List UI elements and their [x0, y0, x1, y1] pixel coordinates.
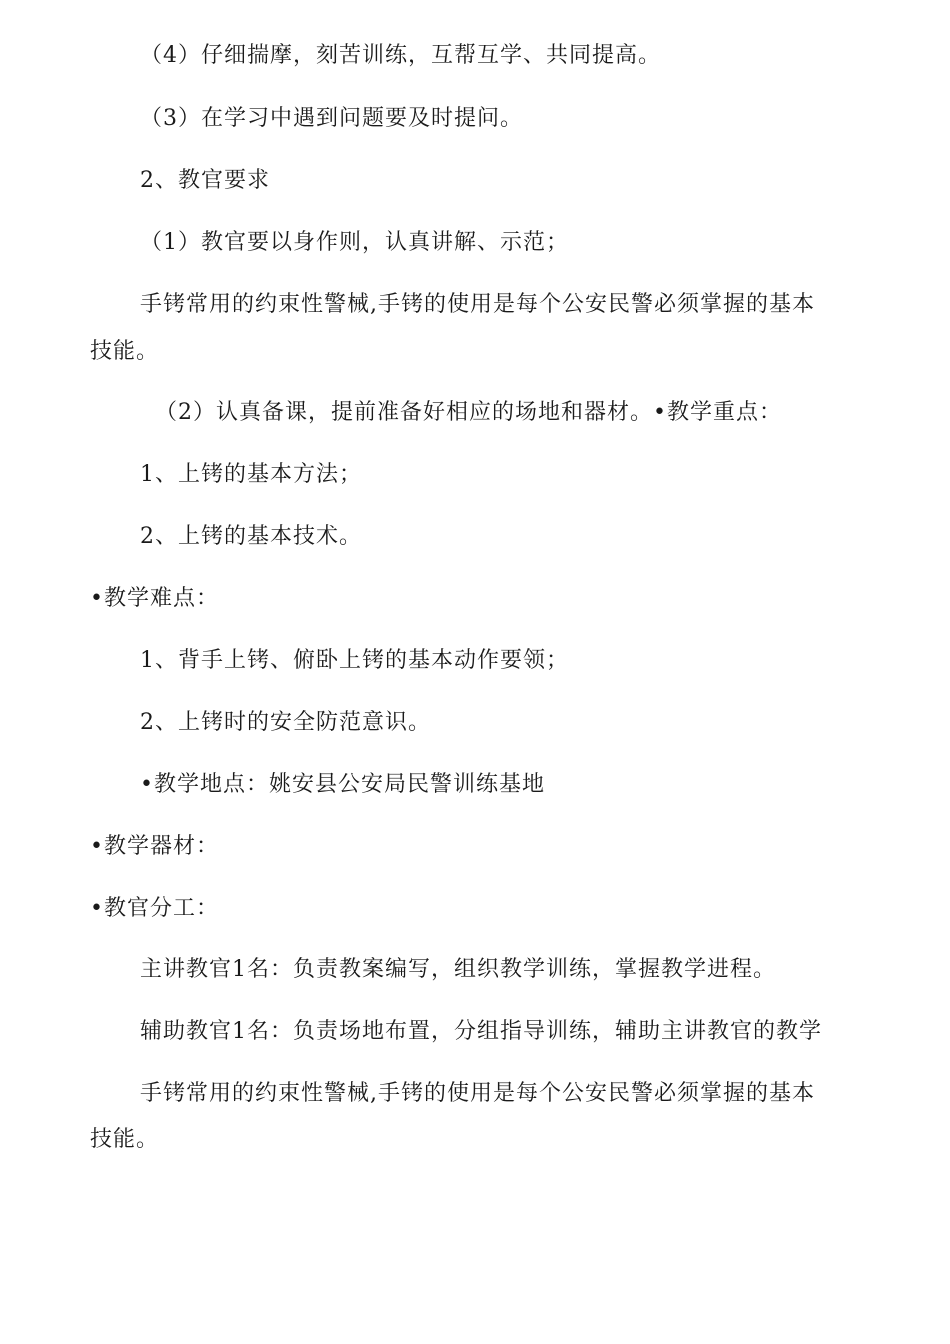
list-item: 2、上铐时的安全防范意识。 — [140, 710, 431, 735]
section-heading: 2、教官要求 — [140, 168, 270, 193]
paragraph-line: 主讲教官1名：负责教案编写，组织教学训练，掌握教学进程。 — [140, 957, 776, 982]
paragraph-line: （1）教官要以身作则，认真讲解、示范； — [140, 230, 569, 255]
paragraph-line: 手铐常用的约束性警械,手铐的使用是每个公安民警必须掌握的基本 — [140, 292, 815, 317]
paragraph-line: （3）在学习中遇到问题要及时提问。 — [140, 106, 523, 131]
paragraph-line: 技能。 — [90, 1127, 160, 1152]
paragraph-line: 辅助教官1名：负责场地布置，分组指导训练，辅助主讲教官的教学 — [140, 1019, 822, 1044]
list-item: 1、背手上铐、俯卧上铐的基本动作要领； — [140, 648, 569, 673]
section-heading: •教学地点：姚安县公安局民警训练基地 — [140, 772, 545, 797]
list-item: 1、上铐的基本方法； — [140, 462, 362, 487]
section-heading: •教官分工： — [90, 896, 219, 921]
paragraph-line: （4）仔细揣摩，刻苦训练，互帮互学、共同提高。 — [140, 43, 661, 68]
section-heading: •教学难点： — [90, 586, 219, 611]
section-heading: •教学器材： — [90, 834, 219, 859]
paragraph-line: （2）认真备课，提前准备好相应的场地和器材。•教学重点： — [155, 400, 782, 425]
paragraph-line: 技能。 — [90, 339, 160, 364]
list-item: 2、上铐的基本技术。 — [140, 524, 362, 549]
paragraph-line: 手铐常用的约束性警械,手铐的使用是每个公安民警必须掌握的基本 — [140, 1081, 815, 1106]
